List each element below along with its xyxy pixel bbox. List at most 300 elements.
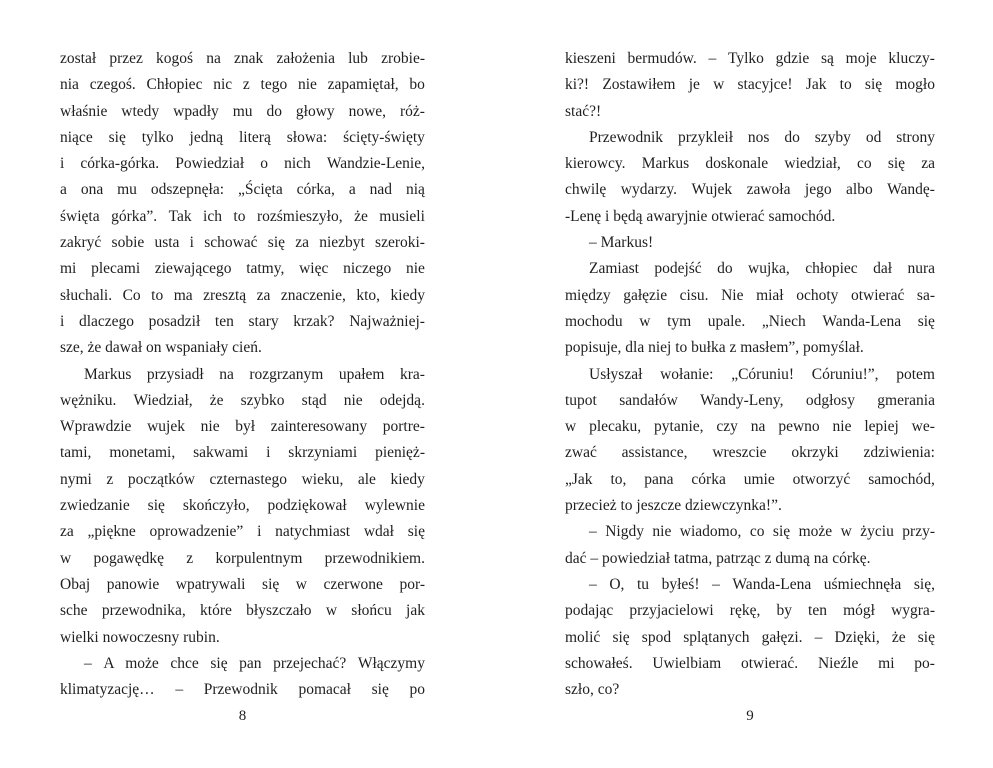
word: Co [122, 286, 145, 304]
word: ki?! [565, 76, 593, 94]
word: nie [405, 260, 425, 278]
paragraph [565, 572, 935, 703]
word: zwiedzanie [60, 497, 134, 515]
word: nie [832, 418, 856, 436]
word: co [856, 155, 876, 173]
word: portre- [382, 418, 425, 436]
word: – [814, 628, 827, 646]
word: w [60, 549, 76, 567]
text-line [60, 177, 425, 203]
text-line: sze, że dawał on wspaniały cień. [60, 339, 262, 357]
word: przysiadł [146, 365, 208, 383]
word: nie [297, 76, 321, 94]
text-line [60, 598, 425, 624]
text-line [565, 362, 935, 388]
word: głowy [295, 102, 339, 120]
word: Obaj [60, 575, 95, 593]
word: się [407, 523, 425, 541]
word: natychmiast [275, 523, 354, 541]
word: po- [914, 654, 935, 672]
word: Zostawiłem [602, 76, 680, 94]
word: chwilę [565, 181, 611, 199]
word: okrzyki [791, 444, 843, 462]
word: potem [896, 365, 935, 383]
word: i [266, 444, 275, 462]
word: Przewodnik [203, 681, 282, 699]
word: nowe, [348, 102, 390, 120]
word: na [206, 50, 225, 67]
word: niczego [343, 260, 396, 278]
word: kluczy- [888, 50, 935, 67]
word: co [749, 523, 769, 541]
word: wydarzy. [620, 181, 681, 199]
word: plecaku, [589, 418, 646, 436]
word: Wandy-Leny, [700, 391, 788, 409]
word: przewodnika, [101, 602, 190, 620]
paragraph [565, 46, 935, 125]
text-line: popisuje, dla niej to bułka z masłem”, pomyślał. [565, 339, 864, 357]
word: dlaczego [78, 312, 138, 330]
word: przyjacielowi [629, 602, 718, 620]
word: monetami, [109, 444, 180, 462]
text-line [565, 519, 935, 545]
paragraph [565, 256, 935, 361]
word: nad [369, 181, 396, 199]
text-line [60, 519, 425, 545]
text-line [60, 309, 425, 335]
word: szyby [814, 128, 855, 146]
word: – [589, 575, 601, 593]
word: od [865, 128, 886, 146]
word: por- [399, 575, 425, 593]
word: „Córuniu! [731, 365, 798, 383]
word: górka”. [111, 207, 161, 225]
word: stacyjce! [737, 76, 797, 94]
word: Przewodnik [589, 128, 667, 146]
word: – [589, 523, 601, 541]
word: za [295, 234, 313, 252]
word: Nigdy [605, 523, 648, 541]
word: Usłyszał [589, 365, 647, 383]
word: samochód, [868, 470, 935, 488]
text-line: szło, co? [565, 681, 620, 699]
word: za [921, 155, 935, 173]
word: otworzyć [792, 470, 855, 488]
word: schować [204, 234, 262, 252]
word: „piękne [87, 523, 140, 541]
text-line [60, 204, 425, 230]
word: w [295, 575, 311, 593]
word: i [60, 312, 69, 330]
word: wołanie: [660, 365, 718, 383]
word: podejść [654, 260, 706, 278]
word: umie [743, 470, 779, 488]
word: – [712, 575, 724, 593]
word: Wanda-Lena [732, 575, 816, 593]
word: nic [213, 76, 237, 94]
word: nie [200, 418, 224, 436]
word: czegoś. [89, 76, 140, 94]
text-line [60, 546, 425, 572]
word: gałęzi. [761, 628, 807, 646]
word: Włączymy [357, 654, 425, 672]
word: Wiedział, [133, 391, 197, 409]
word: panowie [106, 575, 164, 593]
word: nura [907, 260, 935, 278]
word: szybko [240, 391, 289, 409]
word: kogoś [156, 50, 197, 67]
text-line [565, 125, 935, 151]
word: sa- [916, 286, 935, 304]
word: ich [203, 207, 226, 225]
word: mogło [895, 76, 935, 94]
word: lepiej [864, 418, 903, 436]
word: wpatrywali [175, 575, 250, 593]
word: ten [808, 602, 831, 620]
word: i [257, 523, 266, 541]
word: Wujek [691, 181, 737, 199]
word: Nie [721, 286, 748, 304]
word: Dzięki, [834, 628, 884, 646]
word: gdzie [775, 50, 814, 67]
word: z [106, 470, 118, 488]
word: do [784, 128, 804, 146]
word: się [262, 575, 284, 593]
word: niące [60, 128, 97, 146]
word: dał [873, 260, 896, 278]
word: niezbyt [319, 234, 369, 252]
word: tatmy, [246, 260, 289, 278]
word: i [60, 155, 69, 173]
word: splątanych [683, 628, 754, 646]
word: Wprawdzie [60, 418, 136, 436]
word: Jak [805, 76, 831, 94]
word: O, [609, 575, 629, 593]
word: moje [845, 50, 881, 67]
text-line [565, 177, 935, 203]
word: przykleił [677, 128, 737, 146]
word: we- [911, 418, 935, 436]
word: do [266, 102, 286, 120]
word: mochodu [565, 312, 627, 330]
word: Tak [168, 207, 196, 225]
word: usta [154, 234, 184, 252]
word: się [887, 155, 909, 173]
word: się, [913, 575, 935, 593]
word: tupot [565, 391, 601, 409]
text-line [565, 598, 935, 624]
word: gałęzie [623, 286, 671, 304]
word: się [917, 312, 935, 330]
word: musieli [379, 207, 425, 225]
word: się [371, 681, 393, 699]
word: między [565, 286, 615, 304]
word: tu [636, 575, 653, 593]
word: na [219, 365, 238, 383]
word: sakwami [193, 444, 253, 462]
text-line [565, 283, 935, 309]
word: Powiedział [175, 155, 248, 173]
word: oprowadzenie” [149, 523, 248, 541]
word: w [639, 312, 655, 330]
word: wdał [363, 523, 398, 541]
word: tylko [141, 128, 178, 146]
word: wpadły [173, 102, 223, 120]
word: skrzyniami [288, 444, 362, 462]
word: rozśmieszyło, [256, 207, 347, 225]
word: bermudów. [627, 50, 701, 67]
word: się [612, 628, 634, 646]
word: zakryć [60, 234, 106, 252]
text-line: wielki nowoczesny rubin. [60, 628, 220, 646]
word: nia [60, 76, 83, 94]
word: kiedy [390, 470, 425, 488]
word: znaczenie, [280, 286, 350, 304]
word: kiedy [390, 286, 425, 304]
text-line [60, 72, 425, 98]
word: że [209, 391, 228, 409]
word: Wandę- [887, 181, 935, 199]
word: wiadomo, [679, 523, 746, 541]
right-page-number: 9 [746, 708, 754, 724]
text-line [565, 572, 935, 598]
text-line [565, 467, 935, 493]
word: się [772, 523, 794, 541]
word: pogawędkę [93, 549, 168, 567]
word: nich [284, 155, 315, 173]
word: uśmiechnęła [823, 575, 906, 593]
paragraph [60, 651, 425, 704]
left-page-number: 8 [238, 708, 247, 724]
paragraph [565, 362, 935, 520]
text-line [565, 440, 935, 466]
word: odejdą. [379, 391, 425, 409]
word: o [260, 155, 272, 173]
text-line: stać?! [565, 102, 602, 120]
word: się [210, 654, 232, 672]
word: zainteresowany [270, 418, 371, 436]
word: to [839, 76, 856, 94]
word: ochoty [796, 286, 843, 304]
word: wieku, [301, 470, 348, 488]
word: „Niech [761, 312, 810, 330]
word: strony [896, 128, 935, 146]
word: wujek [147, 418, 189, 436]
word: był [235, 418, 259, 436]
word: nie [343, 391, 367, 409]
word: został [60, 50, 101, 67]
word: może [125, 654, 163, 672]
word: a [348, 181, 360, 199]
word: posadził [148, 312, 205, 330]
word: czternastego [209, 470, 291, 488]
word: znak [234, 50, 268, 67]
text-line [60, 677, 425, 703]
word: bo [409, 76, 425, 94]
word: jak [406, 602, 425, 620]
word: słuchali. [60, 286, 116, 304]
word: nie [652, 523, 676, 541]
word: molić [565, 628, 605, 646]
left-page-text-column [60, 46, 425, 703]
word: wylewnie [364, 497, 425, 515]
word: otwierać [850, 286, 909, 304]
word: kierowcy. [565, 155, 630, 173]
word: odgłosy [805, 391, 859, 409]
word: do [717, 260, 737, 278]
word: ziewającego [154, 260, 236, 278]
word: w [713, 76, 729, 94]
word: to, [610, 470, 631, 488]
text-line [565, 651, 935, 677]
word: przy- [902, 523, 935, 541]
word: mu [232, 102, 257, 120]
word: tym [667, 312, 696, 330]
word: wreszcie [712, 444, 771, 462]
word: przez [109, 50, 147, 67]
word: róż- [399, 102, 425, 120]
word: skończyło, [182, 497, 254, 515]
word: – [84, 654, 96, 672]
paragraph [60, 46, 425, 362]
word: może [798, 523, 837, 541]
word: się [147, 497, 169, 515]
word: z [242, 76, 254, 94]
word: ścięty-święty [343, 128, 425, 146]
word: Wandzie-Lenie, [326, 155, 425, 173]
word: plecami [91, 260, 145, 278]
word: się [864, 76, 887, 94]
word: się [267, 234, 289, 252]
word: zrobie- [381, 50, 425, 67]
word: odszepnęła: [150, 181, 228, 199]
word: za [60, 523, 78, 541]
right-page-text-column [565, 46, 935, 703]
word: zdziwienia: [863, 444, 935, 462]
word: „Ścięta [237, 181, 287, 199]
text-line [60, 256, 425, 282]
text-line [60, 46, 425, 72]
text-line [60, 651, 425, 677]
word: więc [299, 260, 333, 278]
word: – [708, 50, 721, 67]
word: na [750, 418, 770, 436]
word: sandałów [619, 391, 682, 409]
word: gmerania [877, 391, 935, 409]
word: cisu. [679, 286, 713, 304]
text-line [60, 362, 425, 388]
word: stąd [301, 391, 331, 409]
word: po [409, 681, 425, 699]
word: w [840, 523, 856, 541]
word: wężniku. [60, 391, 121, 409]
word: „Jak [565, 470, 597, 488]
word: pan [239, 654, 266, 672]
text-line: -Lenę i będą awaryjnie otwierać samochód. [565, 207, 836, 225]
text-line [565, 72, 935, 98]
word: Chłopiec [146, 76, 207, 94]
word: córka [691, 470, 730, 488]
word: mi [878, 654, 899, 672]
word: A [103, 654, 118, 672]
word: tami, [60, 444, 96, 462]
word: święta [60, 207, 104, 225]
text-line [565, 309, 935, 335]
word: Najważniej- [349, 312, 425, 330]
paragraph [565, 519, 935, 572]
word: błyszczało [246, 602, 316, 620]
word: pana [644, 470, 678, 488]
word: krzak? [293, 312, 339, 330]
text-line [60, 283, 425, 309]
word: Markus [641, 155, 693, 173]
word: a [60, 181, 71, 199]
word: Uwielbiam [652, 654, 726, 672]
word: sobie [111, 234, 149, 252]
word: podając [565, 602, 618, 620]
word: ma [173, 286, 197, 304]
word: tego [260, 76, 292, 94]
word: schowałeś. [565, 654, 637, 672]
word: Wanda-Lena [822, 312, 905, 330]
word: szeroki- [375, 234, 425, 252]
word: przewodnikiem. [324, 549, 425, 567]
word: jego [804, 181, 836, 199]
word: założenia [276, 50, 339, 67]
text-line [565, 256, 935, 282]
word: pytanie, [654, 418, 708, 436]
word: spod [641, 628, 675, 646]
word: podziękował [267, 497, 351, 515]
word: assistance, [621, 444, 692, 462]
word: mu [117, 181, 141, 199]
word: rozgrzanym [249, 365, 328, 383]
text-line [60, 440, 425, 466]
word: lub [348, 50, 372, 67]
text-line [60, 99, 425, 125]
word: literą [239, 128, 275, 146]
word: upale. [707, 312, 750, 330]
word: i [189, 234, 198, 252]
text-line: dać – powiedział tatma, patrząc z dumą na córkę. [565, 549, 871, 567]
text-line: – Markus! [589, 234, 654, 252]
word: w [565, 418, 581, 436]
word: córka, [296, 181, 339, 199]
word: upałem [338, 365, 389, 383]
text-line [565, 388, 935, 414]
word: że [354, 207, 372, 225]
word: stary [248, 312, 283, 330]
paragraph [565, 230, 935, 256]
word: które [200, 602, 236, 620]
word: to [233, 207, 250, 225]
word: wygra- [891, 602, 935, 620]
word: za [256, 286, 275, 304]
text-line [60, 467, 425, 493]
word: wiedział, [784, 155, 845, 173]
text-line [60, 414, 425, 440]
word: słowa: [286, 128, 332, 146]
word: albo [846, 181, 877, 199]
word: ale [357, 470, 380, 488]
word: doskonale [705, 155, 773, 173]
word: życiu [860, 523, 898, 541]
text-line [60, 151, 425, 177]
word: byłeś! [661, 575, 704, 593]
text-line [60, 388, 425, 414]
word: nią [405, 181, 425, 199]
word: mi [60, 260, 81, 278]
